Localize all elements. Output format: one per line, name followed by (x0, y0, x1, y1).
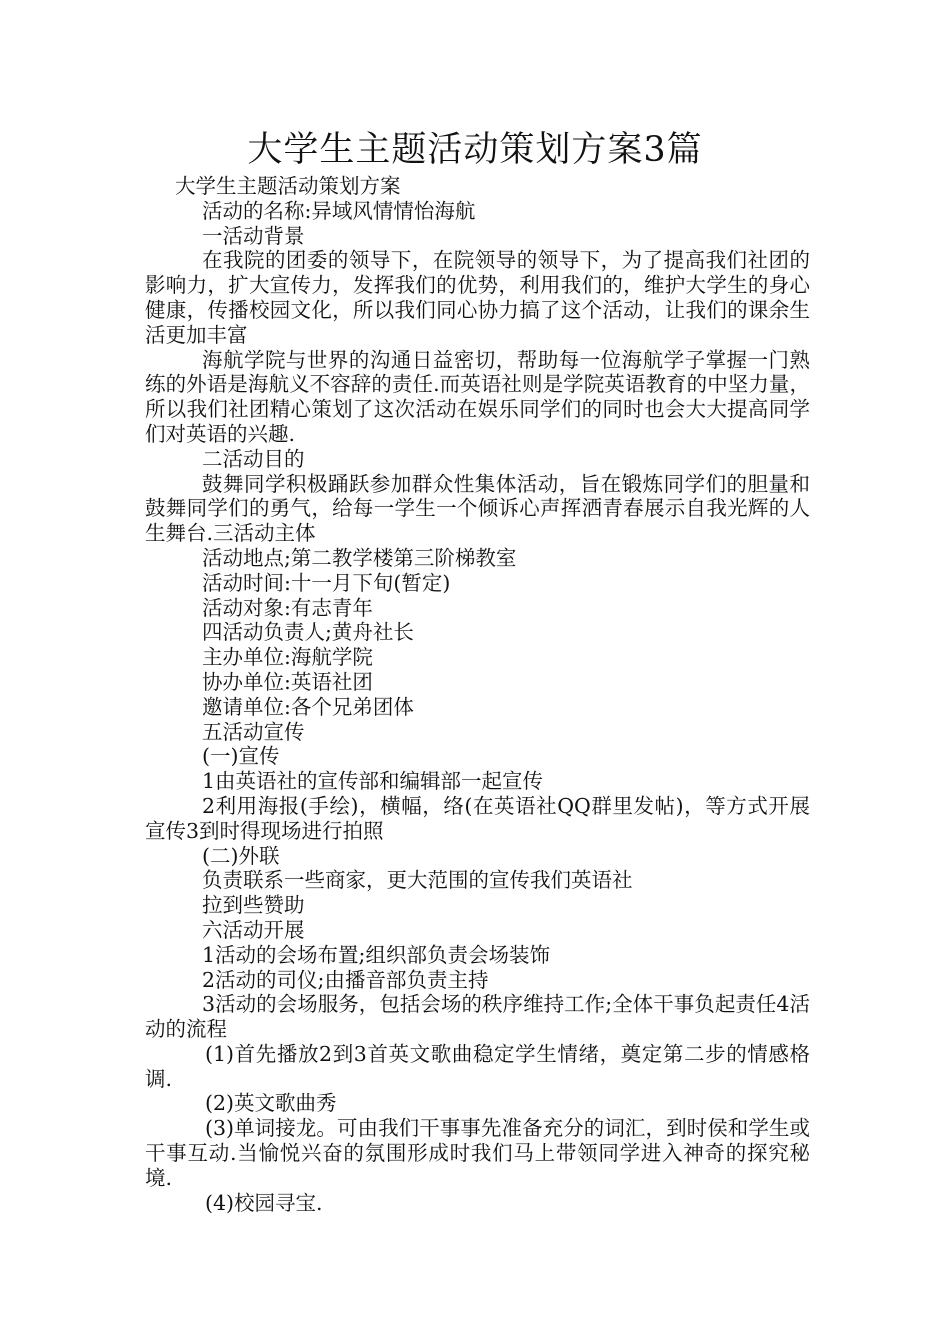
paragraph: 主办单位:海航学院 (202, 645, 373, 670)
paragraph: 负责联系一些商家，更大范围的宣传我们英语社 (202, 868, 633, 893)
paragraph: 拉到些赞助 (202, 893, 305, 918)
paragraph: 海航学院与世界的沟通日益密切，帮助每一位海航学子掌握一门熟练的外语是海航义不容辞的责任.而英语社则是学院英语教育的中坚力量，所以我们社团精心策划了这次活动在娱乐同学们的同时也会大大提高同学们对英语的兴趣. (145, 347, 810, 446)
paragraph: 2利用海报(手绘)，横幅，络(在英语社QQ群里发帖)，等方式开展宣传3到时得现场进行拍照 (145, 793, 810, 843)
document-title: 大学生主题活动策划方案3篇 (247, 130, 703, 170)
paragraph: 2活动的司仪;由播音部负责主持 (202, 967, 489, 992)
paragraph: 在我院的团委的领导下，在院领导的领导下，为了提高我们社团的影响力，扩大宣传力，发挥我们的优势，利用我们的，维护大学生的身心健康，传播校园文化，所以我们同心协力搞了这个活动，让我们的课余生活更加丰富 (145, 248, 810, 347)
paragraph: 活动时间:十一月下旬(暂定) (202, 570, 451, 595)
paragraph: (2)英文歌曲秀 (205, 1091, 337, 1116)
paragraph: 二活动目的 (202, 446, 305, 471)
paragraph: 六活动开展 (202, 917, 305, 942)
paragraph: 活动的名称:异域风情情怡海航 (202, 198, 476, 223)
paragraph: 活动地点;第二教学楼第三阶梯教室 (202, 545, 517, 570)
paragraph: 鼓舞同学积极踊跃参加群众性集体活动，旨在锻炼同学们的胆量和鼓舞同学们的勇气，给每一学生一个倾诉心声挥洒青春展示自我光辉的人生舞台.三活动主体 (145, 471, 810, 546)
paragraph: 大学生主题活动策划方案 (175, 174, 401, 198)
paragraph: (二)外联 (202, 843, 280, 868)
paragraph: 3活动的会场服务，包括会场的秩序维持工作;全体干事负起责任4活动的流程 (145, 992, 810, 1042)
paragraph: 邀请单位:各个兄弟团体 (202, 694, 414, 719)
paragraph: 一活动背景 (202, 223, 305, 248)
document-body (145, 174, 810, 1215)
paragraph: (一)宣传 (202, 744, 280, 769)
paragraph: 协办单位:英语社团 (202, 669, 373, 694)
paragraph: 五活动宣传 (202, 719, 305, 744)
paragraph: 1由英语社的宣传部和编辑部一起宣传 (202, 769, 544, 794)
paragraph: 四活动负责人;黄舟社长 (202, 620, 414, 645)
paragraph: 活动对象:有志青年 (202, 595, 373, 620)
paragraph: (4)校园寻宝. (205, 1190, 323, 1215)
paragraph: (1)首先播放2到3首英文歌曲稳定学生情绪，奠定第二步的情感格调. (145, 1041, 810, 1091)
paragraph: 1活动的会场布置;组织部负责会场装饰 (202, 942, 550, 967)
paragraph: (3)单词接龙。可由我们干事事先准备充分的词汇，到时侯和学生或干事互动.当愉悦兴奋的氛围形成时我们马上带领同学进入神奇的探究秘境. (145, 1116, 810, 1190)
